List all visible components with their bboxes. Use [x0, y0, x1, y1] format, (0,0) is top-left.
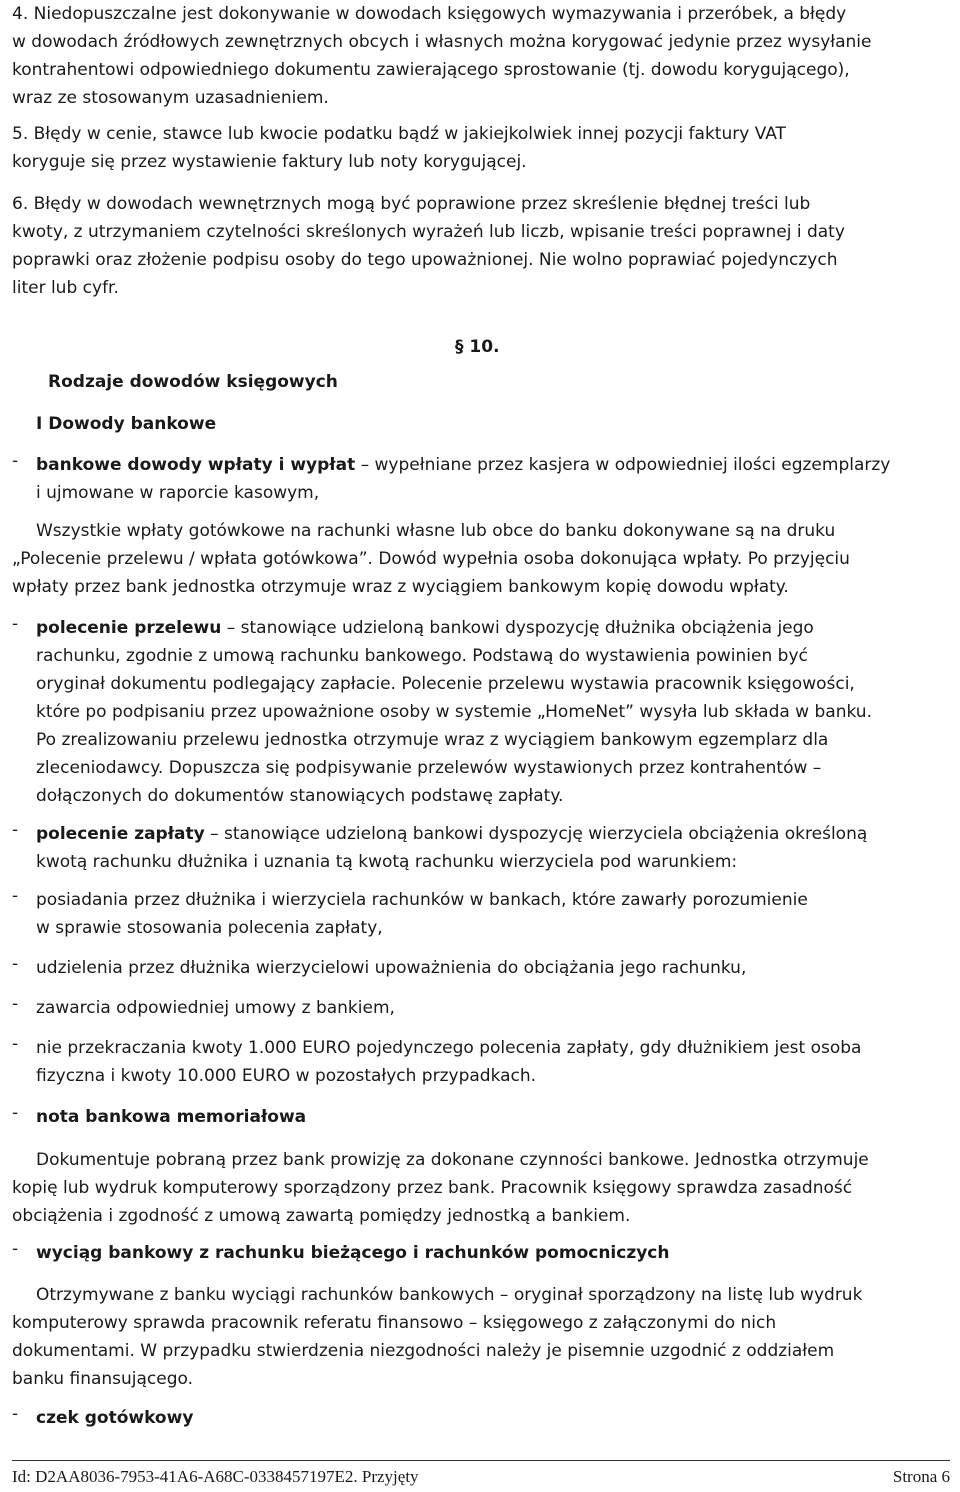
- item-label: czek gotówkowy: [36, 1408, 194, 1428]
- item-text: i ujmowane w raporcie kasowym,: [36, 483, 320, 503]
- item-label: polecenie zapłaty: [36, 824, 205, 844]
- page-footer: [12, 1467, 950, 1487]
- text-line: Otrzymywane z banku wyciągi rachunków bankowych – oryginał sporządzony na listę lub wydruk: [36, 1285, 863, 1305]
- text-line: w sprawie stosowania polecenia zapłaty,: [36, 918, 383, 938]
- text-line: obciążenia i zgodność z umową zawartą pomiędzy jednostką a bankiem.: [12, 1206, 631, 1226]
- footer-divider: [12, 1460, 950, 1461]
- item-text: stanowiące udzieloną bankowi dyspozycję dłużnika obciążenia jego: [240, 618, 814, 638]
- text-line: oryginał dokumentu podlegający zapłacie. Polecenie przelewu wystawia pracownik księgowości,: [36, 674, 855, 694]
- list-dash: -: [12, 886, 19, 906]
- list-item: [12, 1034, 950, 1090]
- text-line: posiadania przez dłużnika i wierzyciela rachunków w bankach, które zawarły porozumienie: [36, 890, 808, 910]
- item-label: polecenie przelewu: [36, 618, 222, 638]
- paragraph-wyciag: [12, 1281, 950, 1393]
- section-heading: Rodzaje dowodów księgowych: [48, 372, 338, 392]
- list-item-przelew: [12, 614, 950, 810]
- text-line: udzielenia przez dłużnika wierzycielowi upoważnienia do obciążania jego rachunku,: [36, 958, 747, 978]
- text-line: zleceniodawcy. Dopuszcza się podpisywanie przelewów wystawionych przez kontrahentów –: [36, 758, 822, 778]
- text-line: 4. Niedopuszczalne jest dokonywanie w dowodach księgowych wymazywania i przeróbek, a błędy: [12, 4, 847, 24]
- text-line: kwotą rachunku dłużnika i uznania tą kwotą rachunku wierzyciela pod warunkiem:: [36, 852, 738, 872]
- text-line: dokumentami. W przypadku stwierdzenia niezgodności należy je pisemnie uzgodnić z oddziałem: [12, 1341, 835, 1361]
- text-line: kwoty, z utrzymaniem czytelności skreślonych wyrażeń lub liczb, wpisanie treści poprawnej i daty: [12, 222, 845, 242]
- list-dash: -: [12, 614, 19, 634]
- text-line: dołączonych do dokumentów stanowiących podstawę zapłaty.: [36, 786, 564, 806]
- text-line: koryguje się przez wystawienie faktury lub noty korygującej.: [12, 152, 527, 172]
- section-subheading: I Dowody bankowe: [36, 414, 217, 434]
- list-dash: -: [12, 954, 19, 974]
- em-dash: –: [210, 824, 219, 844]
- text-line: zawarcia odpowiedniej umowy z bankiem,: [36, 998, 395, 1018]
- text-line: kopię lub wydruk komputerowy sporządzony przez bank. Pracownik księgowy sprawdza zasadność: [12, 1178, 853, 1198]
- text-line: liter lub cyfr.: [12, 278, 119, 298]
- paragraph-nota: [12, 1146, 950, 1230]
- text-line: wpłaty przez bank jednostka otrzymuje wraz z wyciągiem bankowym kopię dowodu wpłaty.: [12, 577, 789, 597]
- text-line: nie przekraczania kwoty 1.000 EURO pojedynczego polecenia zapłaty, gdy dłużnikiem jest osoba: [36, 1038, 862, 1058]
- item-label: bankowe dowody wpłaty i wypłat: [36, 455, 356, 475]
- condition-list: [12, 886, 950, 1090]
- item-label: wyciąg bankowy z rachunku bieżącego i rachunków pomocniczych: [36, 1243, 670, 1263]
- text-line: komputerowy sprawda pracownik referatu finansowo – księgowego z załączonymi do nich: [12, 1313, 777, 1333]
- text-line: Dokumentuje pobraną przez bank prowizję za dokonane czynności bankowe. Jednostka otrzymuje: [36, 1150, 869, 1170]
- em-dash: –: [360, 455, 370, 475]
- list-item-nota: [12, 1103, 950, 1131]
- item-text: wypełniane przez kasjera w odpowiedniej ilości egzemplarzy: [374, 455, 891, 475]
- list-item-czek: [12, 1404, 950, 1432]
- item-text: stanowiące udzieloną bankowi dyspozycję wierzyciela obciążenia określoną: [224, 824, 868, 844]
- text-line: które po podpisaniu przez upoważnione osoby w systemie „HomeNet” wysyła lub składa w banku.: [36, 702, 872, 722]
- text-line: fizyczna i kwoty 10.000 EURO w pozostałych przypadkach.: [36, 1066, 537, 1086]
- text-line: poprawki oraz złożenie podpisu osoby do tego upoważnionej. Nie wolno poprawiać pojedynczych: [12, 250, 838, 270]
- text-line: rachunku, zgodnie z umową rachunku bankowego. Podstawą do wystawienia powinien być: [36, 646, 808, 666]
- page-number: Strona 6: [892, 1467, 950, 1486]
- list-item-wyciag: [12, 1239, 950, 1267]
- list-item-bankowe: [12, 451, 950, 507]
- section-number: § 10.: [455, 337, 500, 357]
- paragraph-wszystkie: [12, 517, 950, 601]
- text-line: „Polecenie przelewu / wpłata gotówkowa”. Dowód wypełnia osoba dokonująca wpłaty. Po przyjęciu: [12, 549, 850, 569]
- text-line: w dowodach źródłowych zewnętrznych obcych i własnych można korygować jedynie przez wysyłanie: [12, 32, 872, 52]
- paragraph-point-4: [12, 0, 950, 112]
- list-item: [12, 954, 950, 982]
- list-item: [12, 886, 950, 942]
- list-dash: -: [12, 994, 19, 1014]
- text-line: Po zrealizowaniu przelewu jednostka otrzymuje wraz z wyciągiem bankowym egzemplarz dla: [36, 730, 829, 750]
- list-dash: -: [12, 820, 19, 840]
- text-line: Wszystkie wpłaty gotówkowe na rachunki własne lub obce do banku dokonywane są na druku: [36, 521, 836, 541]
- list-item-zaplata: [12, 820, 950, 876]
- item-label: nota bankowa memoriałowa: [36, 1107, 307, 1127]
- list-dash: -: [12, 1034, 19, 1054]
- list-item: [12, 994, 950, 1022]
- text-line: banku finansującego.: [12, 1369, 194, 1389]
- paragraph-point-6: [12, 190, 950, 302]
- em-dash: –: [226, 618, 236, 638]
- list-dash: -: [12, 1103, 19, 1123]
- text-line: 5. Błędy w cenie, stawce lub kwocie podatku bądź w jakiejkolwiek innej pozycji faktury VAT: [12, 124, 786, 144]
- list-dash: -: [12, 1404, 19, 1424]
- list-dash: -: [12, 451, 19, 471]
- text-line: kontrahentowi odpowiedniego dokumentu zawierającego sprostowanie (tj. dowodu korygującego),: [12, 60, 850, 80]
- text-line: wraz ze stosowanym uzasadnieniem.: [12, 88, 329, 108]
- text-line: 6. Błędy w dowodach wewnętrznych mogą być poprawione przez skreślenie błędnej treści lub: [12, 194, 811, 214]
- paragraph-point-5: [12, 120, 950, 176]
- list-dash: -: [12, 1239, 19, 1259]
- document-id: Id: D2AA8036-7953-41A6-A68C-0338457197E2. Przyjęty: [12, 1467, 419, 1486]
